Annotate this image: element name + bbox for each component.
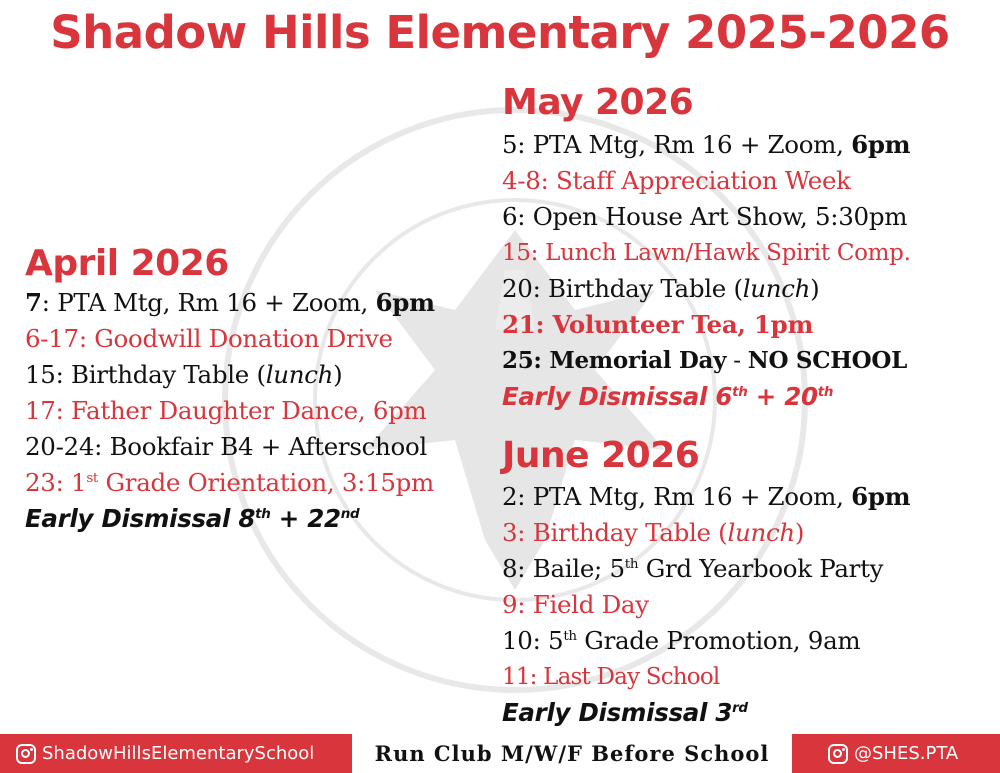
may-heading: May 2026 [502, 82, 694, 123]
footer-left-handle[interactable] [16, 734, 314, 773]
event-text: : PTA Mtg, Rm 16 + Zoom, [517, 482, 852, 511]
event-text: : Bookfair B4 + Afterschool [94, 432, 427, 461]
ordinal-suffix: st [86, 469, 99, 486]
event-text: : Field Day [517, 590, 649, 619]
event-text: : PTA Mtg, Rm 16 + Zoom, [41, 288, 376, 317]
event-note: lunch [265, 360, 334, 389]
instagram-handle-school: ShadowHillsElementarySchool [42, 743, 315, 764]
event-date: 21 [502, 310, 536, 339]
event-text: : Birthday Table ( [517, 518, 728, 547]
event-date: 17 [25, 396, 56, 425]
list-item [502, 659, 910, 695]
june-events [502, 479, 910, 731]
page-title: Shadow Hills Elementary 2025-2026 [50, 6, 950, 59]
list-item [502, 307, 911, 343]
instagram-icon [16, 744, 36, 764]
event-text-end: ) [794, 518, 805, 547]
event-text: : Father Daughter Dance, 6pm [55, 396, 427, 425]
event-time: 6pm [375, 288, 435, 317]
event-note: lunch [742, 274, 811, 303]
list-item [25, 465, 435, 501]
event-date: 3 [502, 518, 518, 547]
event-date: 20 [502, 274, 533, 303]
event-date: 6 [502, 202, 518, 231]
event-text: : PTA Mtg, Rm 16 + Zoom, [517, 130, 852, 159]
list-item [25, 285, 435, 321]
early-dismissal: Early Dismissal 3rd [502, 698, 748, 727]
footer-bar [0, 734, 1000, 773]
ordinal-suffix: th [563, 627, 577, 644]
event-text: : Last Day School [529, 664, 720, 690]
event-text: : Birthday Table ( [532, 274, 743, 303]
list-item [502, 271, 911, 307]
event-text-end: Grd Yearbook Party [638, 554, 884, 583]
event-text: : 1 [55, 468, 87, 497]
event-note: lunch [727, 518, 795, 547]
event-text: : Memorial Day [533, 347, 727, 374]
list-item [25, 393, 435, 429]
event-note: NO SCHOOL [747, 347, 907, 374]
event-date: 2 [502, 482, 518, 511]
list-item [502, 343, 911, 379]
event-text: : Open House Art Show, 5:30pm [517, 202, 908, 231]
event-date: 6-17 [25, 324, 79, 353]
event-text: : Birthday Table ( [55, 360, 266, 389]
footer-right-handle[interactable] [828, 734, 958, 773]
event-text-end: Grade Orientation, 3:15pm [98, 468, 434, 497]
list-item [502, 623, 910, 659]
list-item [502, 127, 911, 163]
event-date: 10 [502, 626, 533, 655]
event-text: : Goodwill Donation Drive [78, 324, 393, 353]
event-text-end: ) [333, 360, 343, 389]
event-date: 15 [502, 240, 531, 266]
run-club-banner: Run Club M/W/F Before School [352, 734, 792, 773]
event-date: 23 [25, 468, 56, 497]
instagram-icon [828, 744, 848, 764]
list-item [502, 587, 910, 623]
list-item [25, 321, 435, 357]
early-dismissal: Early Dismissal 8th + 22nd [25, 504, 360, 533]
event-date: 11 [502, 664, 530, 690]
may-events [502, 127, 911, 415]
april-events [25, 285, 435, 537]
event-date: 9 [502, 590, 518, 619]
list-item [502, 235, 911, 271]
list-item [502, 479, 910, 515]
list-item [25, 429, 435, 465]
event-time: 6pm [851, 130, 911, 159]
event-text: : Staff Appreciation Week [540, 166, 851, 195]
event-text: : 5 [532, 626, 564, 655]
event-date: 8 [502, 554, 518, 583]
event-text: : Lunch Lawn/Hawk Spirit Comp. [530, 240, 911, 266]
event-text-end: ) [810, 274, 820, 303]
event-date: 15 [25, 360, 56, 389]
event-time: 6pm [851, 482, 911, 511]
instagram-handle-pta: @SHES.PTA [854, 743, 959, 764]
event-text-end: Grade Promotion, 9am [576, 626, 861, 655]
event-date: 25 [502, 347, 534, 374]
event-date: 5 [502, 130, 518, 159]
event-date: 20-24 [25, 432, 95, 461]
event-text: : Baile; 5 [517, 554, 625, 583]
list-item [502, 163, 911, 199]
event-dash: - [726, 348, 748, 374]
early-dismissal: Early Dismissal 6th + 20th [502, 382, 834, 411]
event-date: 4-8 [502, 166, 541, 195]
event-text: : Volunteer Tea, 1pm [535, 310, 814, 339]
event-date: 7 [25, 288, 42, 317]
april-heading: April 2026 [25, 243, 229, 284]
list-item [502, 551, 910, 587]
list-item [25, 357, 435, 393]
list-item [502, 515, 910, 551]
june-heading: June 2026 [502, 435, 700, 476]
ordinal-suffix: th [624, 555, 639, 572]
list-item [502, 199, 911, 235]
